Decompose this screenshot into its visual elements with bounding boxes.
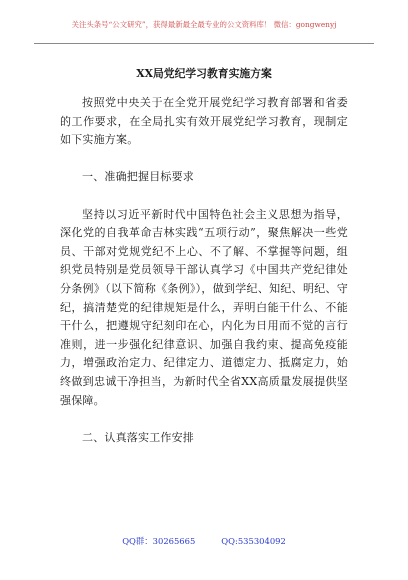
footer-contact [0, 536, 408, 547]
document-body [60, 94, 348, 447]
header-notice: 关注头条号“公文研究”，获得最新最全最专业的公文资料库！ 微信：gongwenyj [71, 20, 337, 29]
footer-qq-contact: QQ:535304092 [221, 536, 286, 546]
header-divider [34, 43, 374, 44]
body-paragraph: 坚持以习近平新时代中国特色社会主义思想为指导，深化党的自我革命吉林实践“五项行动”，聚焦解决一些党员、干部对党规党纪不上心、不了解、不掌握等问题，组织党员特别是党员领导干部认真学习《中国共产党纪律处分条例》（以下简称《条例》），做到学纪、知纪、明纪、守纪，搞清楚党的纪律规矩是什么，弄明白能干什么、不能干什么，把遵规守纪刻印在心，内化为日用而不觉的言行准则，进一步强化纪律意识、加强自我约束、提高免疫能力，增强政治定力、纪律定力、道德定力、抵腐定力，始终做到忠诚干净担当，为新时代全省XX高质量发展提供坚强保障。 [60, 207, 348, 407]
footer-qq-group: QQ群：30265665 [122, 536, 196, 546]
intro-paragraph: 按照党中央关于在全党开展党纪学习教育部署和省委的工作要求，在全局扎实有效开展党纪学习教育，现制定如下实施方案。 [60, 96, 348, 147]
section-heading-1: 一、准确把握目标要求 [82, 170, 194, 184]
document-title: XX局党纪学习教育实施方案 [136, 67, 272, 80]
section-heading-2: 二、认真落实工作安排 [82, 430, 194, 444]
